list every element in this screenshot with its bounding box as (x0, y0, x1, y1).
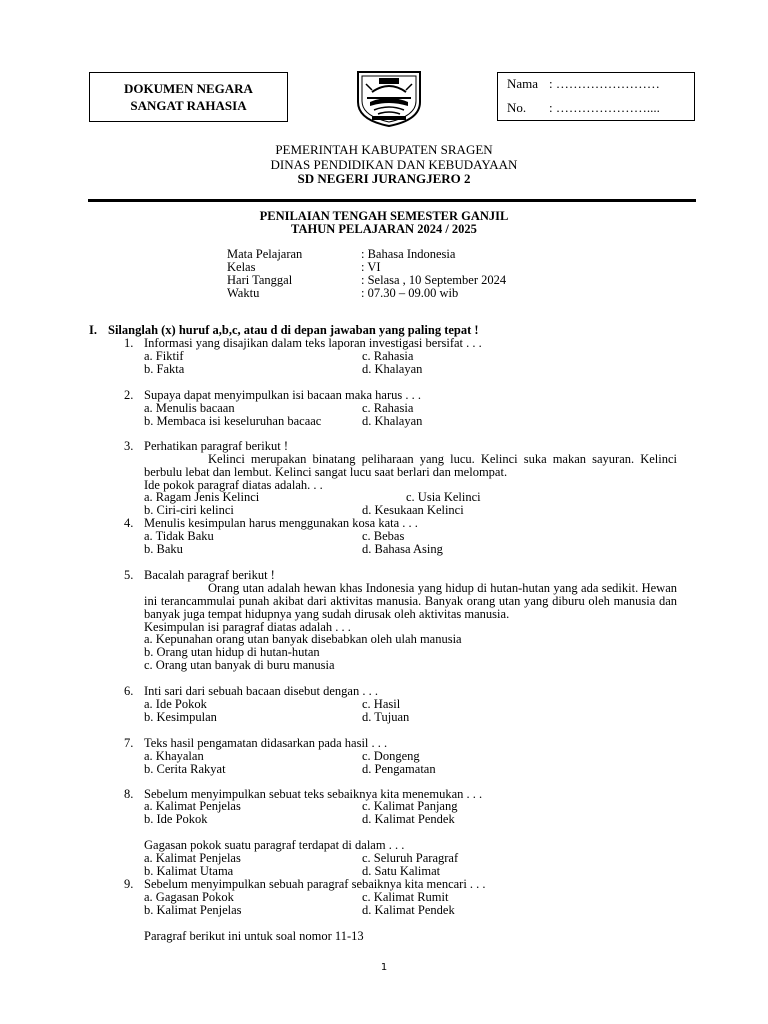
reading-paragraph: Orang utan adalah hewan khas Indonesia yang hidup di hutan-hutan yang ada sedikit. Hewan ini terancammulai punah akibat dari aktivitas manusia. Banyak orang utan yang diburu oleh manusia dan banyak juga tempat hidupnya yang sudah dirusak oleh aktivitas manusia. (144, 581, 677, 621)
info-value: : VI (361, 260, 381, 274)
option-c[interactable]: c. Kalimat Rumit (362, 890, 449, 904)
question-text: Perhatikan paragraf berikut ! (144, 439, 289, 453)
option-a[interactable]: a. Khayalan (144, 749, 204, 763)
question-number: 2. (124, 388, 134, 402)
option-b[interactable]: b. Fakta (144, 362, 185, 376)
option-a[interactable]: a. Ide Pokok (144, 697, 207, 711)
question-prompt: Kesimpulan isi paragraf diatas adalah . . . (144, 620, 351, 634)
question-number: 6. (124, 684, 134, 698)
option-c[interactable]: c. Seluruh Paragraf (362, 851, 459, 865)
option-c[interactable]: c. Kalimat Panjang (362, 799, 458, 813)
question-prompt: Ide pokok paragraf diatas adalah. . . (144, 478, 323, 492)
option-a[interactable]: a. Fiktif (144, 349, 184, 363)
option-d[interactable]: d. Khalayan (362, 362, 423, 376)
option-c[interactable]: c. Hasil (362, 697, 401, 711)
option-c[interactable]: c. Usia Kelinci (406, 490, 481, 504)
option-c[interactable]: c. Rahasia (362, 401, 414, 415)
option-d[interactable]: d. Khalayan (362, 414, 423, 428)
name-row (507, 76, 660, 92)
option-c[interactable]: c. Rahasia (362, 349, 414, 363)
option-b[interactable]: b. Orang utan hidup di hutan-hutan (144, 645, 320, 659)
option-d[interactable]: d. Bahasa Asing (362, 542, 443, 556)
government-name: PEMERINTAH KABUPATEN SRAGEN (275, 142, 493, 157)
question-number: 1. (124, 336, 134, 350)
info-value: : Bahasa Indonesia (361, 247, 456, 261)
option-a[interactable]: a. Kalimat Penjelas (144, 799, 241, 813)
option-b[interactable]: b. Ciri-ciri kelinci (144, 503, 234, 517)
option-a[interactable]: a. Tidak Baku (144, 529, 214, 543)
name-label: Nama (507, 76, 539, 91)
question-text: Informasi yang disajikan dalam teks laporan investigasi bersifat . . . (144, 336, 482, 350)
reading-paragraph: Kelinci merupakan binatang peliharaan yang lucu. Kelinci suka makan sayuran. Kelinci berbulu lebat dan lembut. Kelinci sangat lucu saat berlari dan melompat. (144, 452, 677, 479)
department-name: DINAS PENDIDIKAN DAN KEBUDAYAAN (270, 157, 518, 172)
info-label: Hari Tanggal (227, 273, 293, 287)
exam-year: TAHUN PELAJARAN 2024 / 2025 (291, 222, 477, 236)
option-d[interactable]: d. Kalimat Pendek (362, 812, 455, 826)
number-label: No. (507, 100, 527, 115)
question-number: 9. (124, 877, 134, 891)
classification-line-1: DOKUMEN NEGARA (124, 81, 253, 96)
option-a[interactable]: a. Ragam Jenis Kelinci (144, 490, 260, 504)
exam-title: PENILAIAN TENGAH SEMESTER GANJIL (259, 209, 509, 223)
number-field[interactable]: : ………………….... (549, 100, 660, 115)
question-text: Supaya dapat menyimpulkan isi bacaan maka harus . . . (144, 388, 422, 402)
info-value: : 07.30 – 09.00 wib (361, 286, 459, 300)
question-number: 4. (124, 516, 134, 530)
option-a[interactable]: a. Kalimat Penjelas (144, 851, 241, 865)
passage-note: Paragraf berikut ini untuk soal nomor 11-13 (144, 929, 364, 943)
school-name: SD NEGERI JURANGJERO 2 (297, 171, 471, 186)
info-label: Mata Pelajaran (227, 247, 303, 261)
page-number: 1 (380, 962, 388, 973)
question-number: 7. (124, 736, 134, 750)
document-classification-box (89, 72, 288, 122)
question-text: Gagasan pokok suatu paragraf terdapat di dalam . . . (144, 838, 405, 852)
option-d[interactable]: d. Satu Kalimat (362, 864, 441, 878)
option-d[interactable]: d. Tujuan (362, 710, 410, 724)
info-label: Kelas (227, 260, 256, 274)
section-number: I. (89, 323, 97, 337)
option-a[interactable]: a. Menulis bacaan (144, 401, 235, 415)
option-c[interactable]: c. Bebas (362, 529, 405, 543)
classification-line-2: SANGAT RAHASIA (130, 98, 247, 113)
info-value: : Selasa , 10 September 2024 (361, 273, 507, 287)
option-b[interactable]: b. Baku (144, 542, 183, 556)
question-number: 5. (124, 568, 134, 582)
info-label: Waktu (227, 286, 260, 300)
option-d[interactable]: d. Kesukaan Kelinci (362, 503, 464, 517)
option-d[interactable]: d. Pengamatan (362, 762, 436, 776)
option-d[interactable]: d. Kalimat Pendek (362, 903, 455, 917)
option-b[interactable]: b. Cerita Rakyat (144, 762, 226, 776)
question-text: Teks hasil pengamatan didasarkan pada hasil . . . (144, 736, 388, 750)
header-divider (88, 199, 696, 202)
option-a[interactable]: a. Kepunahan orang utan banyak disebabkan oleh ulah manusia (144, 632, 462, 646)
option-a[interactable]: a. Gagasan Pokok (144, 890, 234, 904)
question-number: 8. (124, 787, 134, 801)
option-c[interactable]: c. Dongeng (362, 749, 420, 763)
number-row (507, 100, 660, 116)
option-c[interactable]: c. Orang utan banyak di buru manusia (144, 658, 335, 672)
question-text: Menulis kesimpulan harus menggunakan kosa kata . . . (144, 516, 418, 530)
student-identity-box (497, 72, 695, 121)
section-instruction: Silanglah (x) huruf a,b,c, atau d di depan jawaban yang paling tepat ! (108, 323, 479, 337)
question-text: Sebelum menyimpulkan sebuah paragraf sebaiknya kita mencari . . . (144, 877, 486, 891)
question-number: 3. (124, 439, 134, 453)
option-b[interactable]: b. Ide Pokok (144, 812, 208, 826)
name-field[interactable]: : …………………… (549, 76, 660, 91)
regency-emblem (352, 68, 426, 128)
option-b[interactable]: b. Kalimat Utama (144, 864, 234, 878)
option-b[interactable]: b. Kesimpulan (144, 710, 217, 724)
question-text: Sebelum menyimpulkan sebuat teks sebaiknya kita menemukan . . . (144, 787, 483, 801)
option-b[interactable]: b. Membaca isi keseluruhan bacaac (144, 414, 322, 428)
question-text: Inti sari dari sebuah bacaan disebut dengan . . . (144, 684, 378, 698)
question-text: Bacalah paragraf berikut ! (144, 568, 275, 582)
option-b[interactable]: b. Kalimat Penjelas (144, 903, 242, 917)
